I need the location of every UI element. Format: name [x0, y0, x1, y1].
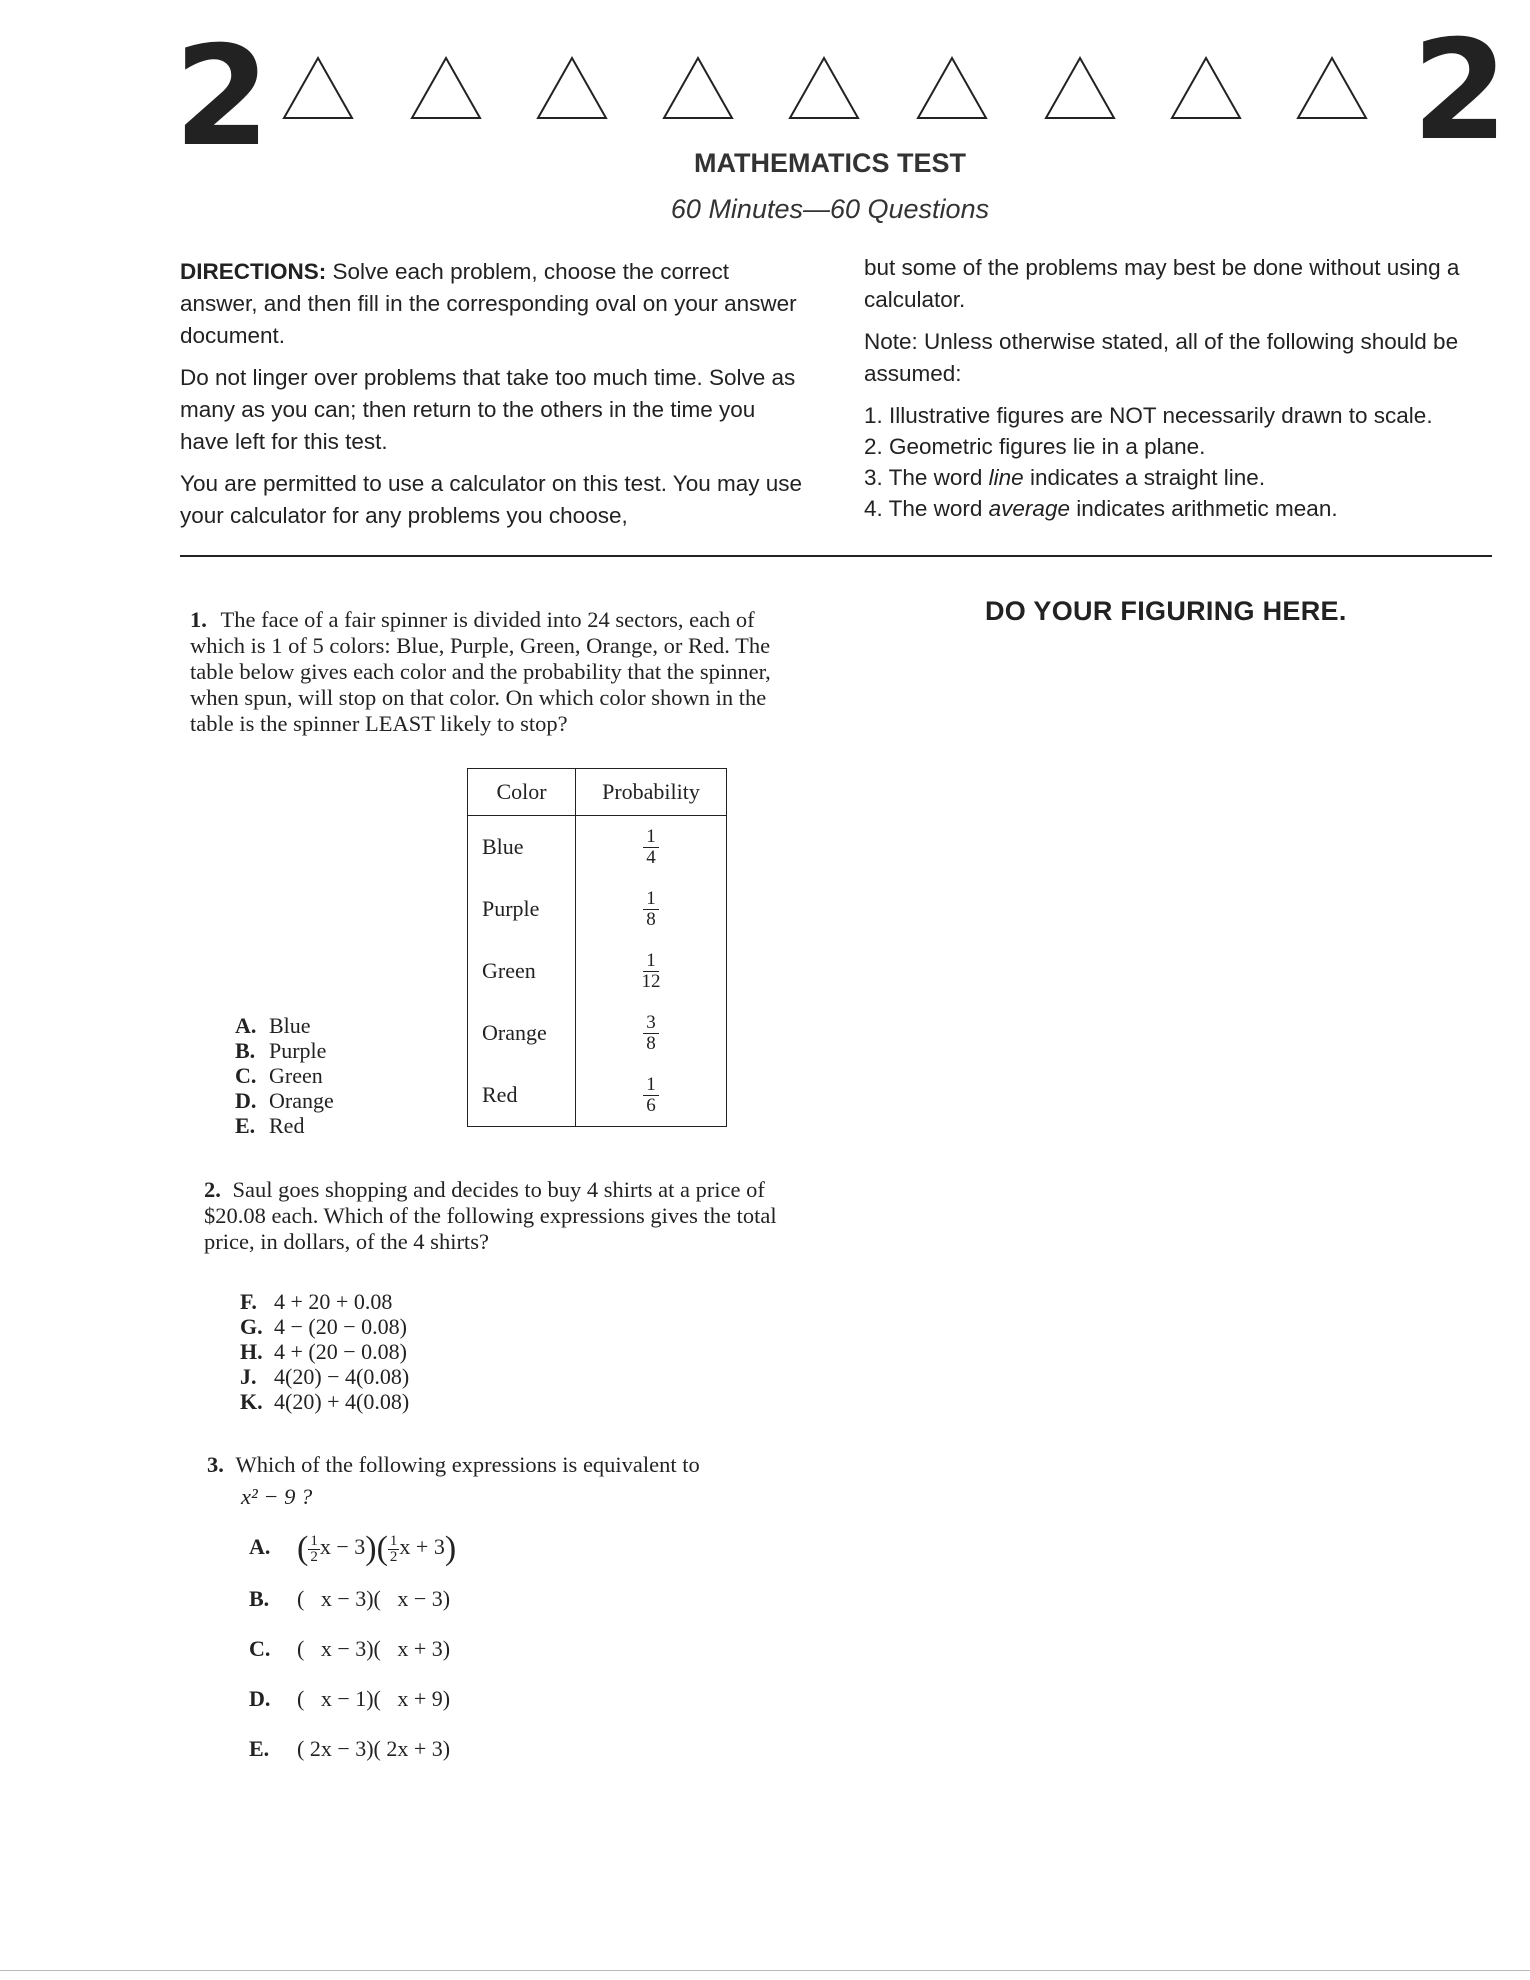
triangle-icon	[538, 58, 606, 118]
directions-paragraph: Do not linger over problems that take too much time. Solve as many as you can; then return to the others in the time you have left for this test.	[180, 365, 796, 454]
table-row	[468, 878, 727, 940]
probability-cell: $\frac{3}{8}$	[576, 1002, 727, 1064]
answer-choice[interactable]: J. 4(20) − 4(0.08)	[240, 1364, 410, 1389]
question-3-expression: x² − 9 ?	[241, 1484, 313, 1509]
choice-term: x − 3	[319, 1534, 366, 1560]
answer-choice[interactable]: B. ( x − 3)( x − 3)	[249, 1586, 451, 1611]
assumption-text: 3. The word	[864, 465, 989, 490]
assumption-item: 2. Geometric figures lie in a plane.	[864, 434, 1206, 459]
question-1	[190, 607, 814, 737]
assumption-item	[864, 493, 1496, 524]
table-row	[468, 1064, 727, 1127]
directions-label: DIRECTIONS:	[180, 259, 327, 284]
answer-choice[interactable]: F. 4 + 20 + 0.08	[240, 1289, 393, 1314]
directions-paragraph: You are permitted to use a calculator on this test. You may use your calculator for any problems you choose,	[180, 471, 803, 528]
color-cell: Blue	[468, 816, 576, 879]
answer-choice[interactable]: C. Green	[235, 1063, 323, 1088]
triangle-icon	[1298, 58, 1366, 118]
assumption-text: indicates arithmetic mean.	[1069, 496, 1338, 521]
note-paragraph: Note: Unless otherwise stated, all of the following should be assumed:	[864, 329, 1459, 386]
choice-label: A.	[249, 1534, 271, 1560]
figuring-heading: DO YOUR FIGURING HERE.	[985, 596, 1347, 626]
assumption-list	[864, 400, 1496, 524]
answer-choice[interactable]: B. Purple	[235, 1038, 327, 1063]
triangle-icon	[412, 58, 480, 118]
triangle-icon	[664, 58, 732, 118]
answer-choice[interactable]: G. 4 − (20 − 0.08)	[240, 1314, 407, 1339]
answer-choice[interactable]: E. ( 2x − 3)( 2x + 3)	[249, 1736, 451, 1761]
directions-right	[864, 252, 1496, 524]
answer-choice[interactable]: H. 4 + (20 − 0.08)	[240, 1339, 407, 1364]
assumption-text: 4. The word	[864, 496, 989, 521]
divider-rule	[180, 555, 1492, 557]
directions-paragraph	[180, 256, 806, 352]
fraction: $\frac{1}{2}$	[310, 1532, 318, 1565]
question-text: The face of a fair spinner is divided into 24 sectors, each of which is 1 of 5 colors: Blue, Purple, Green, Orange, or Red. The table below gives each color and the probability that the spinner, when spun, will stop on that color. On which color shown in the table is the spinner LEAST likely to stop?	[190, 607, 771, 736]
question-text: Saul goes shopping and decides to buy 4 shirts at a price of $20.08 each. Which of the following expressions gives the total price, in dollars, of the 4 shirts?	[204, 1177, 777, 1254]
answer-choice[interactable]: D. Orange	[235, 1088, 334, 1113]
page-number-left: 2	[174, 16, 271, 177]
answer-choice[interactable]: A. Blue	[235, 1013, 311, 1038]
triangle-row	[258, 10, 1438, 120]
question-number: 1.	[190, 607, 207, 632]
assumption-text: indicates a straight line.	[1023, 465, 1266, 490]
triangle-icon	[1046, 58, 1114, 118]
directions-text: Solve each problem, choose the correct answer, and then fill in the corresponding oval on your answer document.	[180, 259, 797, 348]
table-header: Probability	[576, 769, 727, 816]
probability-cell: $\frac{1}{12}$	[576, 940, 727, 1002]
color-cell: Green	[468, 940, 576, 1002]
probability-cell: $\frac{1}{4}$	[576, 816, 727, 879]
test-title: MATHEMATICS TEST	[694, 148, 966, 178]
question-number: 3.	[207, 1452, 224, 1477]
question-2	[204, 1177, 824, 1255]
question-text: Which of the following expressions is equivalent to	[235, 1452, 700, 1477]
answer-choice[interactable]: E. Red	[235, 1113, 305, 1138]
assumption-term: average	[988, 496, 1070, 521]
triangle-icon	[1172, 58, 1240, 118]
probability-cell: $\frac{1}{6}$	[576, 1064, 727, 1127]
assumption-term: line	[988, 465, 1024, 490]
table-row	[468, 1002, 727, 1064]
question-2-choices	[240, 1289, 409, 1414]
triangle-icon	[284, 58, 352, 118]
page-number-right: 2	[1412, 10, 1509, 171]
bottom-scan-edge	[0, 1970, 1530, 1971]
question-3	[207, 1452, 827, 1478]
assumption-item: 1. Illustrative figures are NOT necessarily drawn to scale.	[864, 403, 1433, 428]
answer-choice[interactable]: A. ( $\frac{1}{2}$ x − 3)( $\frac{1}{2}$ x + 3)	[249, 1530, 457, 1567]
choice-term: x + 3	[399, 1534, 445, 1560]
color-cell: Orange	[468, 1002, 576, 1064]
probability-table	[467, 768, 727, 1127]
question-number: 2.	[204, 1177, 221, 1202]
triangle-icon	[918, 58, 986, 118]
directions-paragraph: but some of the problems may best be done without using a calculator.	[864, 255, 1460, 312]
test-subtitle: 60 Minutes—60 Questions	[670, 194, 990, 224]
assumption-item	[864, 462, 1496, 493]
answer-choice[interactable]: C. ( x − 3)( x + 3)	[249, 1636, 451, 1661]
answer-choice[interactable]: K. 4(20) + 4(0.08)	[240, 1389, 410, 1414]
table-row	[468, 816, 727, 879]
probability-cell: $\frac{1}{8}$	[576, 878, 727, 940]
table-header: Color	[468, 769, 576, 816]
color-cell: Red	[468, 1064, 576, 1127]
color-cell: Purple	[468, 878, 576, 940]
question-1-choices	[235, 1013, 334, 1138]
directions-left	[180, 256, 806, 542]
answer-choice[interactable]: D. ( x − 1)( x + 9)	[249, 1686, 451, 1711]
table-row	[468, 940, 727, 1002]
triangle-icon	[790, 58, 858, 118]
fraction: $\frac{1}{2}$	[389, 1532, 398, 1565]
